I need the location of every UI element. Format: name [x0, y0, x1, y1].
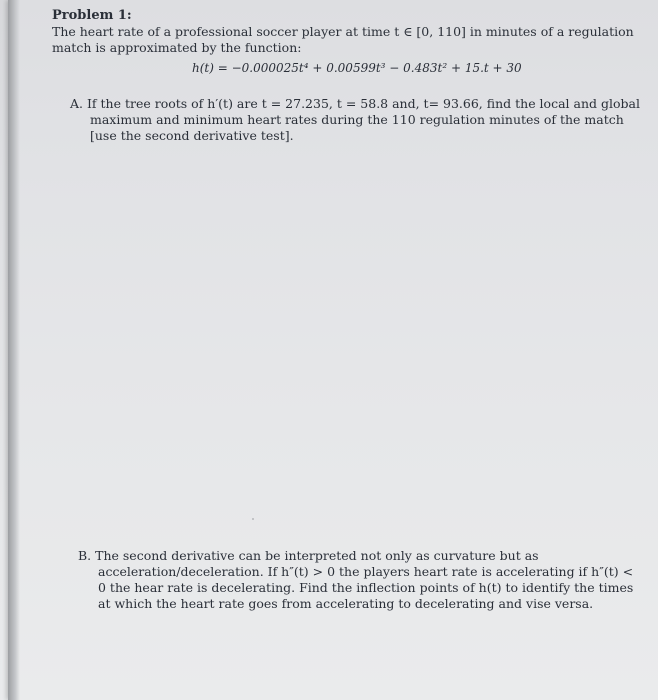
- part-a-text: A. If the tree roots of h′(t) are t = 27.235, t = 58.8 and, t= 93.66, find the local and global maximum and minimum heart rates during the 110 regulation minutes of the match [use the second derivative test].: [70, 96, 640, 143]
- problem-header: [52, 8, 648, 82]
- part-b-block: [78, 548, 644, 612]
- heart-rate-formula: h(t) = −0.000025t⁴ + 0.00599t³ − 0.483t² + 15.t + 30: [192, 61, 522, 75]
- part-b-text: B. The second derivative can be interpreted not only as curvature but as acceleration/deceleration. If h″(t) > 0 the players heart rate is accelerating if h″(t) < 0 the hear rate is decelerating. Find the inflection points of h(t) to identify the times at which the heart rate goes from accelerating to decelerating and vise versa.: [78, 548, 634, 611]
- problem-title: Problem 1:: [52, 8, 132, 23]
- problem-intro: The heart rate of a professional soccer player at time t ∈ [0, 110] in minutes of a regulation match is approximated by the function:: [52, 24, 634, 55]
- paper-speck: [252, 518, 254, 520]
- part-a-block: [70, 96, 648, 144]
- page-edge-shadow: [8, 0, 20, 700]
